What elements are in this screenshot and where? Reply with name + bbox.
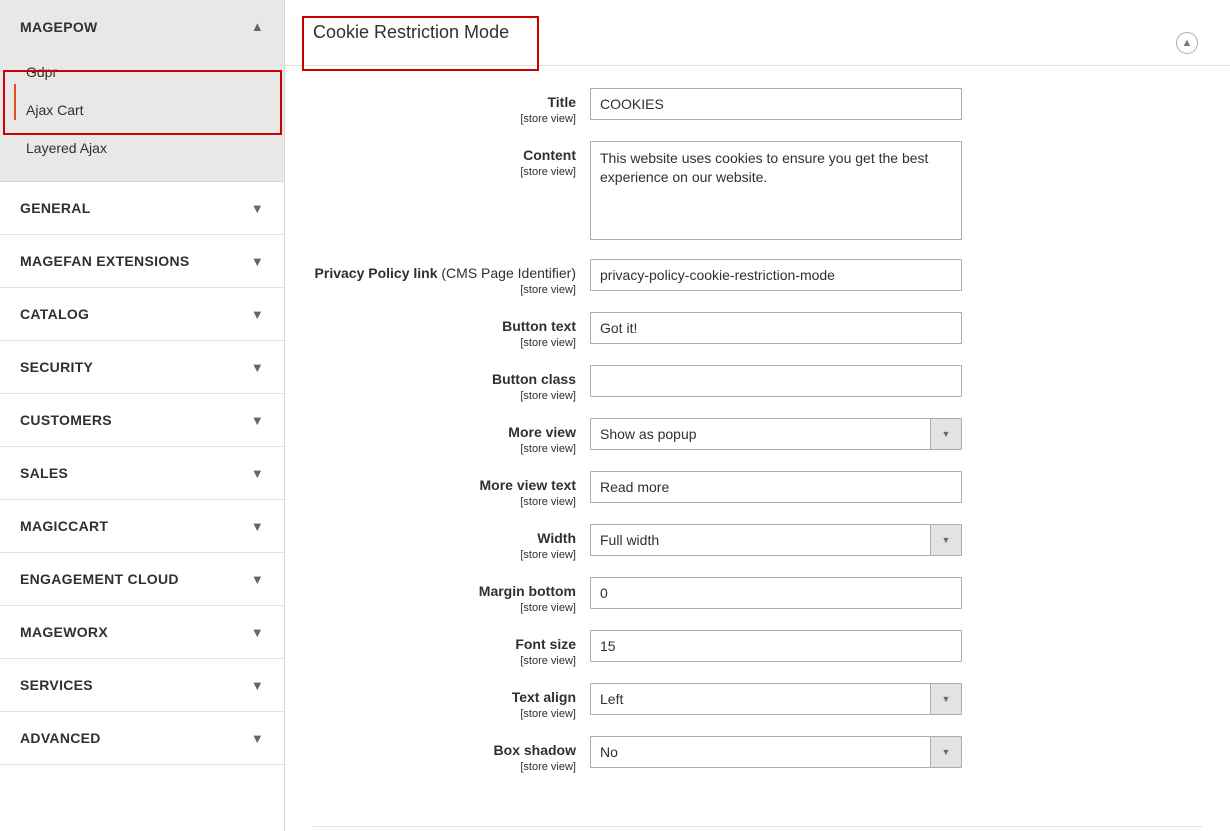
sidebar-section-catalog[interactable] [0,288,284,341]
sidebar-section-sales[interactable] [0,447,284,500]
field-scope-text: [store view] [520,443,576,455]
content-field[interactable] [590,141,962,240]
text-align-select[interactable] [590,683,962,715]
field-label [285,259,590,298]
config-sidebar [0,0,285,831]
sidebar-section-services[interactable] [0,659,284,712]
field-input-wrap [590,736,962,768]
field-row-privacy-policy-link [285,259,1230,298]
field-label-text: More view text [479,477,576,493]
field-row-title [285,88,1230,127]
sidebar-section-label: MAGEPOW [20,18,98,35]
chevron-up-circle-icon: ▲ [1181,37,1193,49]
chevron-down-icon[interactable]: ▼ [930,684,961,714]
field-input-wrap [590,141,962,245]
field-label [285,524,590,563]
field-input-wrap [590,577,962,609]
sidebar-section-engagement-cloud[interactable] [0,553,284,606]
chevron-down-icon: ▼ [250,253,264,269]
field-label-text: Content [523,147,576,163]
field-row-more-view-text [285,471,1230,510]
field-label-text: Text align [511,689,576,705]
field-scope-text: [store view] [520,113,576,125]
page-title: Cookie Restriction Mode [313,22,510,42]
sidebar-section-mageworx[interactable] [0,606,284,659]
sidebar-item-label: Gdpr [26,64,58,80]
chevron-down-icon[interactable]: ▼ [930,419,961,449]
more-view-text-field[interactable] [590,471,962,503]
field-scope-text: [store view] [520,761,576,773]
chevron-down-icon: ▼ [250,730,264,746]
box-shadow-select-value[interactable] [590,736,962,768]
chevron-up-icon: ▲ [250,19,264,34]
privacy-policy-link-field[interactable] [590,259,962,291]
section-header [285,0,1230,66]
text-align-select-value[interactable] [590,683,962,715]
sidebar-section-magefan-extensions[interactable] [0,235,284,288]
field-row-button-text [285,312,1230,351]
margin-bottom-field[interactable] [590,577,962,609]
chevron-down-icon[interactable]: ▼ [930,525,961,555]
sidebar-section-label: MAGEFAN EXTENSIONS [20,253,190,269]
field-scope-text: [store view] [520,284,576,296]
sidebar-item-label: Layered Ajax [26,140,107,156]
sidebar-section-label: ENGAGEMENT CLOUD [20,571,179,587]
sidebar-section-security[interactable] [0,341,284,394]
field-label [285,365,590,404]
sidebar-item-ajax-cart[interactable] [0,91,284,129]
field-label [285,141,590,180]
field-input-wrap [590,524,962,556]
field-label [285,88,590,127]
active-item-marker [14,84,16,120]
field-scope-text: [store view] [520,337,576,349]
field-label [285,736,590,775]
sidebar-item-gdpr[interactable] [0,53,284,91]
field-row-more-view [285,418,1230,457]
field-scope-text: [store view] [520,655,576,667]
field-label-text: Box shadow [493,742,576,758]
field-input-wrap [590,365,962,397]
field-row-text-align [285,683,1230,722]
width-select[interactable] [590,524,962,556]
field-label [285,471,590,510]
more-view-select-value[interactable] [590,418,962,450]
sidebar-section-label: ADVANCED [20,730,101,746]
sidebar-section-label: MAGICCART [20,518,109,534]
field-label-text: Title [547,94,576,110]
sidebar-section-magiccart[interactable] [0,500,284,553]
field-input-wrap [590,88,962,120]
button-text-field[interactable] [590,312,962,344]
chevron-down-icon: ▼ [250,306,264,322]
sidebar-submenu-magepow [0,53,284,182]
field-label [285,577,590,616]
chevron-down-icon[interactable]: ▼ [930,737,961,767]
field-label-text [285,265,576,282]
sidebar-section-label: SECURITY [20,359,94,375]
field-row-margin-bottom [285,577,1230,616]
field-scope-text: [store view] [520,549,576,561]
field-label [285,312,590,351]
field-label-main: Privacy Policy link [314,265,438,281]
field-label [285,418,590,457]
field-row-font-size [285,630,1230,669]
field-row-content [285,141,1230,245]
field-input-wrap [590,418,962,450]
chevron-down-icon: ▼ [250,571,264,587]
chevron-down-icon: ▼ [250,359,264,375]
chevron-down-icon: ▼ [250,200,264,216]
button-class-field[interactable] [590,365,962,397]
field-input-wrap [590,683,962,715]
field-label-text: Margin bottom [478,583,576,599]
sidebar-section-label: SALES [20,465,69,481]
field-scope-text: [store view] [520,496,576,508]
field-label [285,683,590,722]
sidebar-section-label: GENERAL [20,200,91,216]
field-input-wrap [590,630,962,662]
sidebar-section-label: CATALOG [20,306,90,322]
font-size-field[interactable] [590,630,962,662]
field-row-button-class [285,365,1230,404]
more-view-select[interactable] [590,418,962,450]
field-label-text: More view [508,424,576,440]
sidebar-section-general[interactable] [0,182,284,235]
width-select-value[interactable] [590,524,962,556]
field-label-sub: (CMS Page Identifier) [441,265,576,281]
sidebar-section-label: CUSTOMERS [20,412,112,428]
field-input-wrap [590,312,962,344]
cookie-restriction-form [285,66,1230,775]
sidebar-section-label: SERVICES [20,677,93,693]
title-field[interactable] [590,88,962,120]
field-label-text: Button class [491,371,576,387]
chevron-down-icon: ▼ [250,624,264,640]
sidebar-item-label: Ajax Cart [26,102,84,118]
config-main-panel [285,0,1230,831]
chevron-down-icon: ▼ [250,518,264,534]
field-label-text: Font size [515,636,576,652]
chevron-down-icon: ▼ [250,412,264,428]
field-row-width [285,524,1230,563]
field-row-box-shadow [285,736,1230,775]
field-scope-text: [store view] [520,390,576,402]
sidebar-item-layered-ajax[interactable] [0,129,284,167]
field-input-wrap [590,259,962,291]
chevron-down-icon: ▼ [250,465,264,481]
field-label-text: Button text [502,318,576,334]
chevron-down-icon: ▼ [250,677,264,693]
field-scope-text: [store view] [520,708,576,720]
sidebar-section-advanced[interactable] [0,712,284,765]
sidebar-section-customers[interactable] [0,394,284,447]
box-shadow-select[interactable] [590,736,962,768]
field-input-wrap [590,471,962,503]
field-label-text: Width [537,530,576,546]
sidebar-section-magepow[interactable] [0,0,284,53]
collapse-section-button[interactable] [1176,32,1198,54]
field-scope-text: [store view] [520,602,576,614]
field-label [285,630,590,669]
form-bottom-divider [313,826,1202,827]
field-scope-text: [store view] [520,166,576,178]
sidebar-section-label: MAGEWORX [20,624,108,640]
